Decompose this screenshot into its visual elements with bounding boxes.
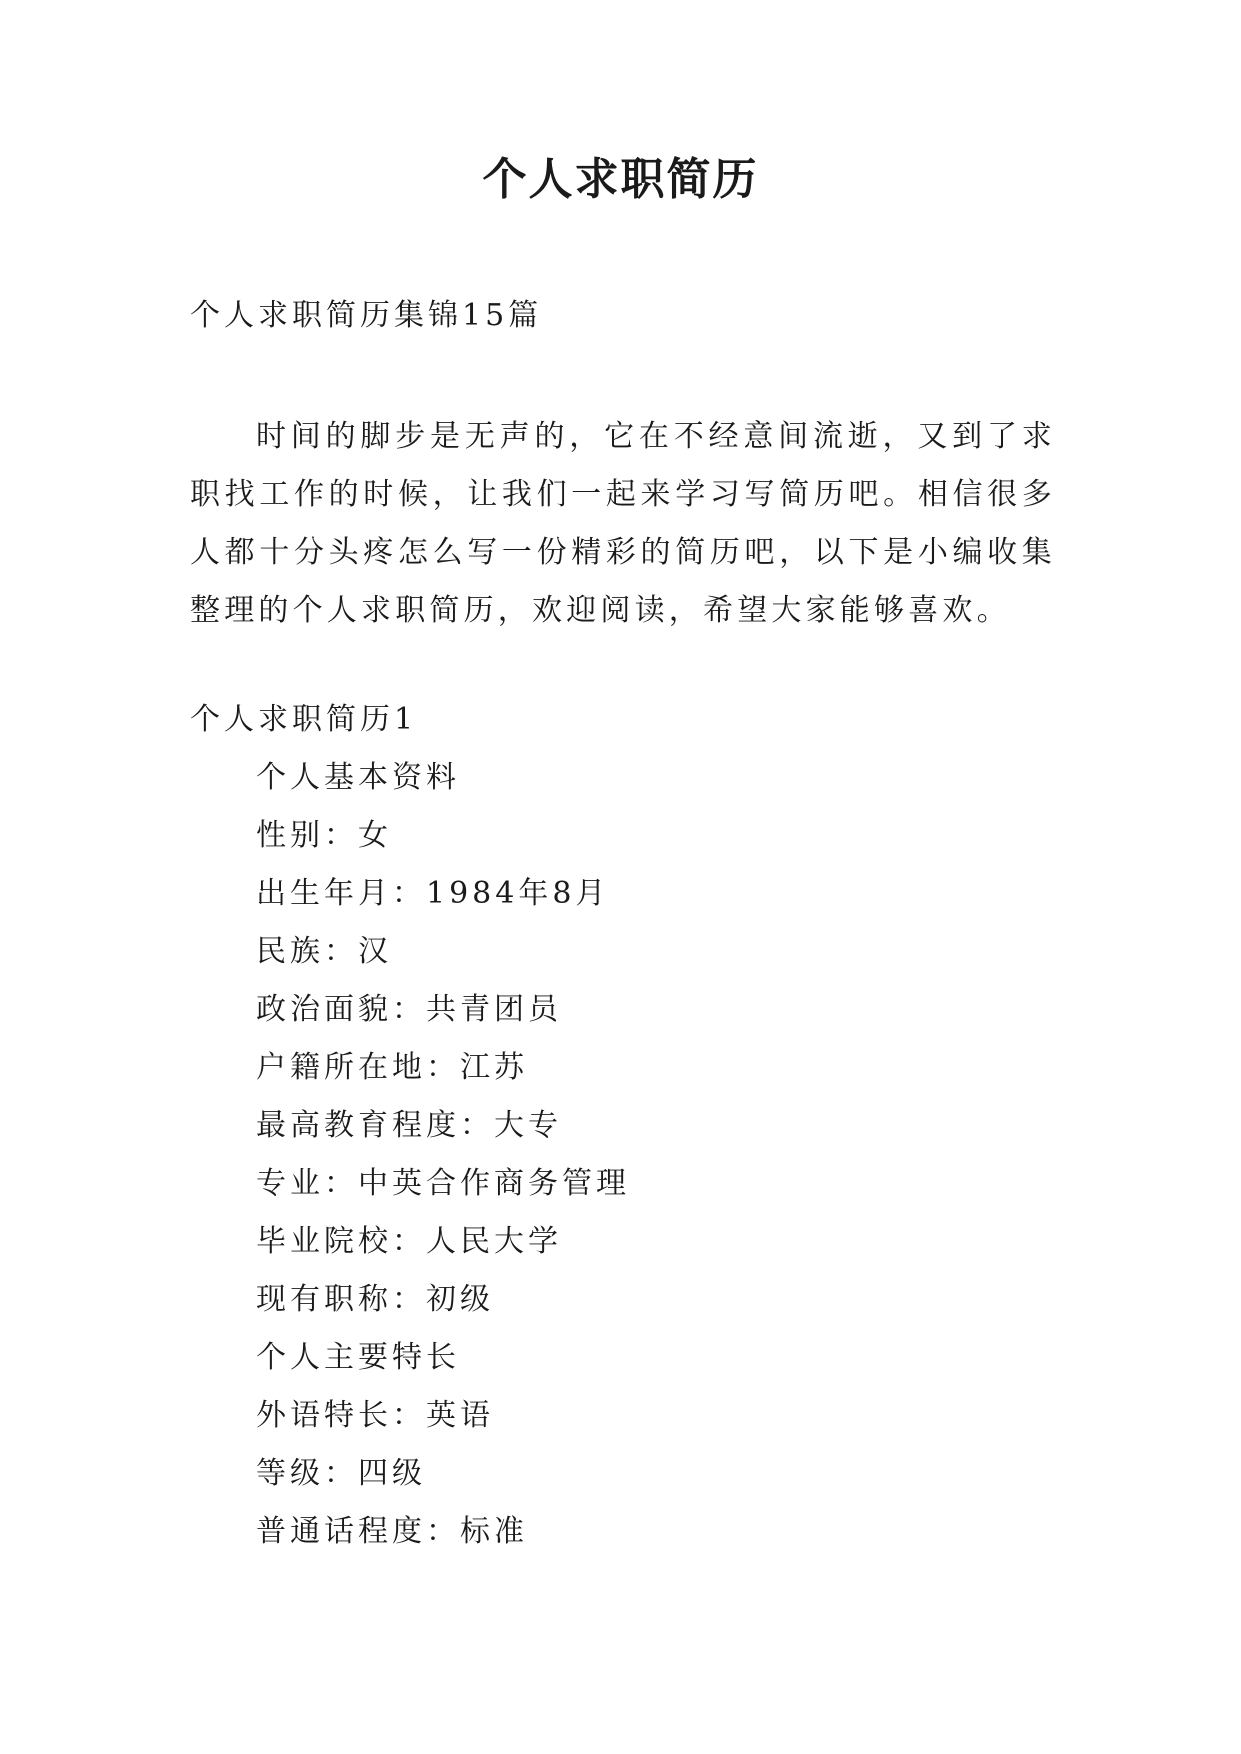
field-line: 户籍所在地：江苏	[256, 1050, 528, 1085]
field-line: 等级：四级	[256, 1456, 426, 1491]
field-line: 出生年月：1984年8月	[256, 876, 610, 911]
document-subtitle: 个人求职简历集锦15篇	[190, 298, 543, 333]
field-line: 普通话程度：标准	[256, 1514, 528, 1549]
intro-paragraph: 时间的脚步是无声的，它在不经意间流逝，又到了求职找工作的时候，让我们一起来学习写简历吧。相信很多人都十分头疼怎么写一份精彩的简历吧，以下是小编收集整理的个人求职简历，欢迎阅读，希望大家能够喜欢。	[190, 419, 1056, 628]
document-title: 个人求职简历	[482, 154, 759, 205]
field-line: 个人基本资料	[256, 760, 460, 795]
field-line: 个人主要特长	[256, 1340, 460, 1375]
field-line: 现有职称：初级	[256, 1282, 494, 1317]
field-line: 外语特长：英语	[256, 1398, 494, 1433]
section-heading: 个人求职简历1	[190, 702, 418, 737]
field-line: 民族：汉	[256, 934, 392, 969]
field-line: 性别：女	[256, 818, 392, 853]
field-line: 专业：中英合作商务管理	[256, 1166, 630, 1201]
field-line: 政治面貌：共青团员	[256, 992, 562, 1027]
field-line: 毕业院校：人民大学	[256, 1224, 562, 1259]
field-line: 最高教育程度：大专	[256, 1108, 562, 1143]
